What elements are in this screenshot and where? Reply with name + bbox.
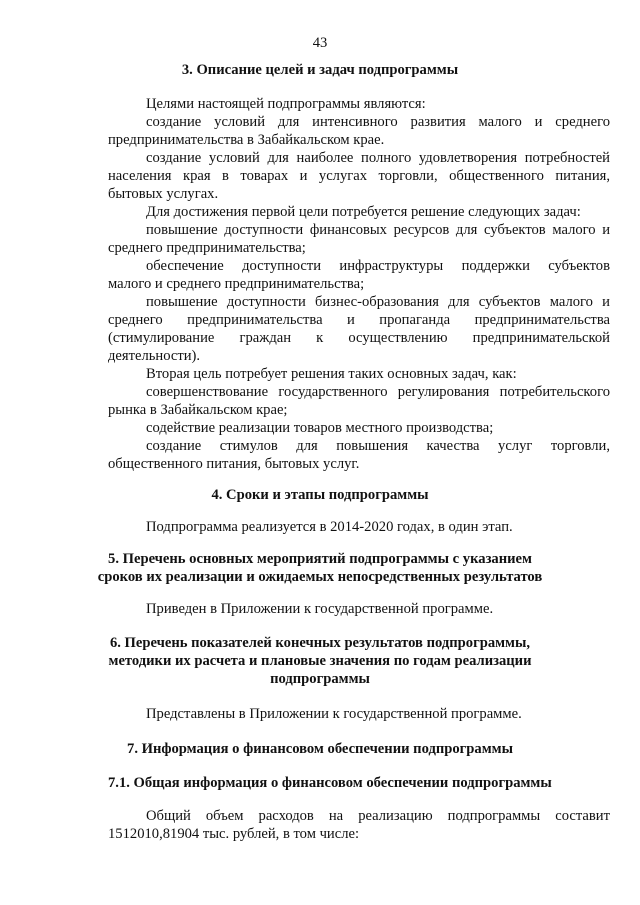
paragraph-line: Для достижения первой цели потребуется решение следующих задач: — [146, 204, 581, 220]
paragraph-line: общественного питания, бытовых услуг. — [108, 456, 360, 472]
page-number: 43 — [312, 35, 328, 51]
section-6-heading: 6. Перечень показателей конечных результатов подпрограммы, — [109, 635, 531, 651]
section-3-heading: 3. Описание целей и задач подпрограммы — [181, 62, 459, 78]
paragraph-line: бытовых услугах. — [108, 186, 219, 202]
paragraph-line: содействие реализации товаров местного производства; — [146, 420, 494, 436]
section-6-heading: подпрограммы — [270, 671, 370, 687]
paragraph-line: повышение доступности бизнес-образования для субъектов малого и — [146, 294, 610, 310]
section-5-heading: 5. Перечень основных мероприятий подпрограммы с указанием — [108, 551, 532, 567]
section-5-heading: сроков их реализации и ожидаемых непосредственных результатов — [97, 569, 543, 585]
section-4-heading: 4. Сроки и этапы подпрограммы — [211, 487, 429, 503]
paragraph-line: повышение доступности финансовых ресурсов для субъектов малого и — [146, 222, 610, 238]
section-7-heading: 7. Информация о финансовом обеспечении подпрограммы — [127, 741, 513, 757]
section-6-heading: методики их расчета и плановые значения по годам реализации — [108, 653, 532, 669]
paragraph-line: (стимулирование граждан к осуществлению предпринимательской — [108, 330, 610, 346]
section-5-text: Приведен в Приложении к государственной программе. — [146, 601, 494, 617]
paragraph-line: 1512010,81904 тыс. рублей, в том числе: — [108, 826, 360, 842]
paragraph-line: совершенствование государственного регулирования потребительского — [146, 384, 610, 400]
paragraph-line: деятельности). — [108, 348, 201, 364]
paragraph-line: обеспечение доступности инфраструктуры поддержки субъектов — [146, 258, 610, 274]
section-7-1-heading: 7.1. Общая информация о финансовом обеспечении подпрограммы — [108, 775, 552, 791]
paragraph-line: рынка в Забайкальском крае; — [108, 402, 288, 418]
paragraph-line: Общий объем расходов на реализацию подпрограммы составит — [146, 808, 610, 824]
paragraph-line: создание условий для интенсивного развития малого и среднего — [146, 114, 610, 130]
paragraph-line: Вторая цель потребует решения таких основных задач, как: — [146, 366, 517, 382]
section-6-text: Представлены в Приложении к государственной программе. — [146, 706, 522, 722]
paragraph-line: населения края в товарах и услугах торговли, общественного питания, — [108, 168, 610, 184]
section-4-text: Подпрограмма реализуется в 2014-2020 годах, в один этап. — [146, 519, 513, 535]
paragraph-line: среднего предпринимательства; — [108, 240, 306, 256]
paragraph-line: предпринимательства в Забайкальском крае. — [108, 132, 385, 148]
paragraph-line: Целями настоящей подпрограммы являются: — [146, 96, 426, 112]
paragraph-line: среднего предпринимательства и пропаганда предпринимательства — [108, 312, 610, 328]
paragraph-line: малого и среднего предпринимательства; — [108, 276, 365, 292]
paragraph-line: создание стимулов для повышения качества услуг торговли, — [146, 438, 610, 454]
paragraph-line: создание условий для наиболее полного удовлетворения потребностей — [146, 150, 610, 166]
